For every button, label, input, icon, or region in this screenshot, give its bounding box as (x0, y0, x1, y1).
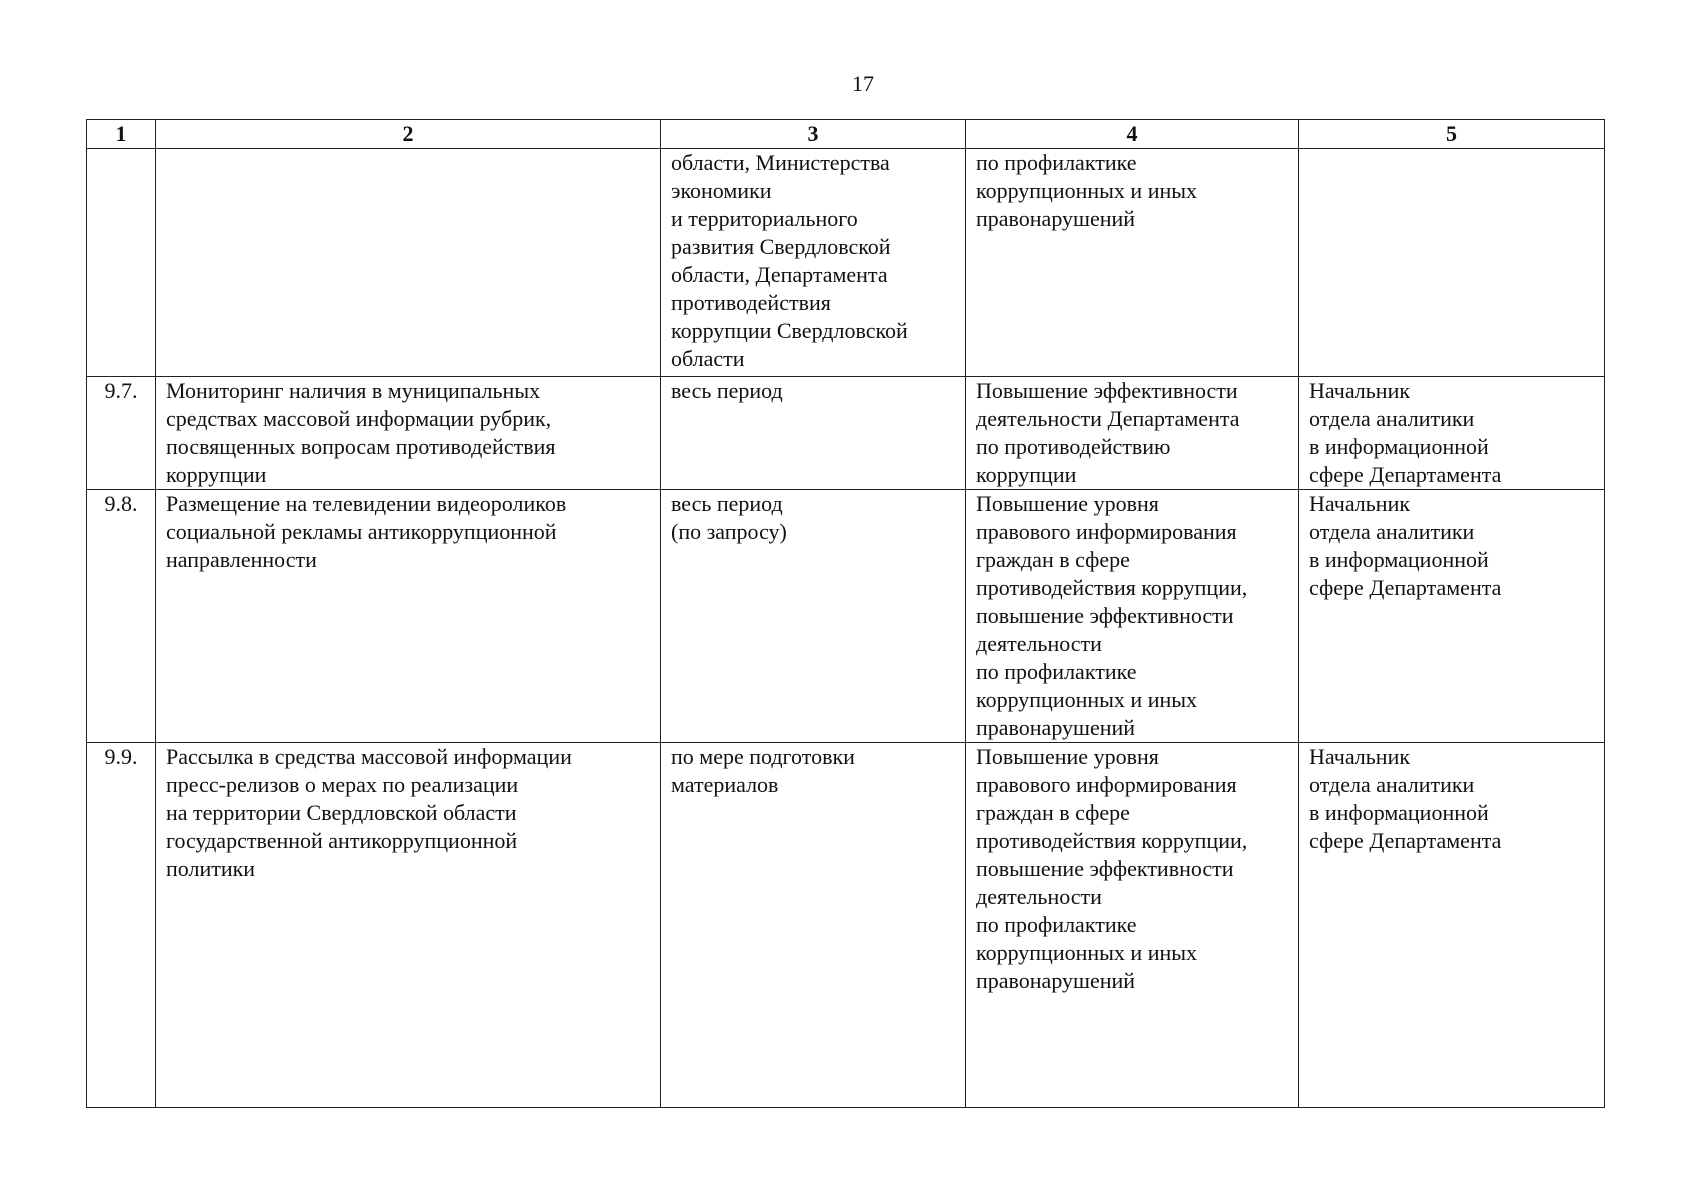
term-cell: области, Министерства экономики и территориального развития Свердловской области, Департамента противодействия коррупции Свердловской области (661, 149, 966, 377)
result-cell: Повышение эффективности деятельности Департамента по противодействию коррупции (966, 377, 1299, 490)
row-number: 9.9. (87, 743, 156, 1108)
result-cell: Повышение уровня правового информирования граждан в сфере противодействия коррупции, повышение эффективности деятельности по профилактике коррупционных и иных правонарушений (966, 743, 1299, 1108)
term-cell: по мере подготовки материалов (661, 743, 966, 1108)
event-cell: Рассылка в средства массовой информации пресс-релизов о мерах по реализации на территории Свердловской области государственной антикоррупционной политики (156, 743, 661, 1108)
table-row (87, 490, 1605, 743)
row-number: 9.7. (87, 377, 156, 490)
result-cell: Повышение уровня правового информирования граждан в сфере противодействия коррупции, повышение эффективности деятельности по профилактике коррупционных и иных правонарушений (966, 490, 1299, 743)
row-number (87, 149, 156, 377)
responsible-cell (1299, 149, 1605, 377)
col-header-5: 5 (1299, 120, 1605, 149)
responsible-cell: Начальник отдела аналитики в информационной сфере Департамента (1299, 490, 1605, 743)
event-cell (156, 149, 661, 377)
table-row (87, 149, 1605, 377)
col-header-2: 2 (156, 120, 661, 149)
col-header-3: 3 (661, 120, 966, 149)
page-number: 17 (852, 71, 874, 96)
row-number: 9.8. (87, 490, 156, 743)
event-cell: Мониторинг наличия в муниципальных средствах массовой информации рубрик, посвященных вопросам противодействия коррупции (156, 377, 661, 490)
term-cell: весь период (по запросу) (661, 490, 966, 743)
table-row (87, 743, 1605, 1108)
table-row (87, 377, 1605, 490)
event-cell: Размещение на телевидении видеороликов социальной рекламы антикоррупционной направленности (156, 490, 661, 743)
responsible-cell: Начальник отдела аналитики в информационной сфере Департамента (1299, 377, 1605, 490)
plan-table (86, 119, 1605, 1108)
header-row (87, 120, 1605, 149)
result-cell: по профилактике коррупционных и иных правонарушений (966, 149, 1299, 377)
col-header-1: 1 (87, 120, 156, 149)
responsible-cell: Начальник отдела аналитики в информационной сфере Департамента (1299, 743, 1605, 1108)
col-header-4: 4 (966, 120, 1299, 149)
term-cell: весь период (661, 377, 966, 490)
